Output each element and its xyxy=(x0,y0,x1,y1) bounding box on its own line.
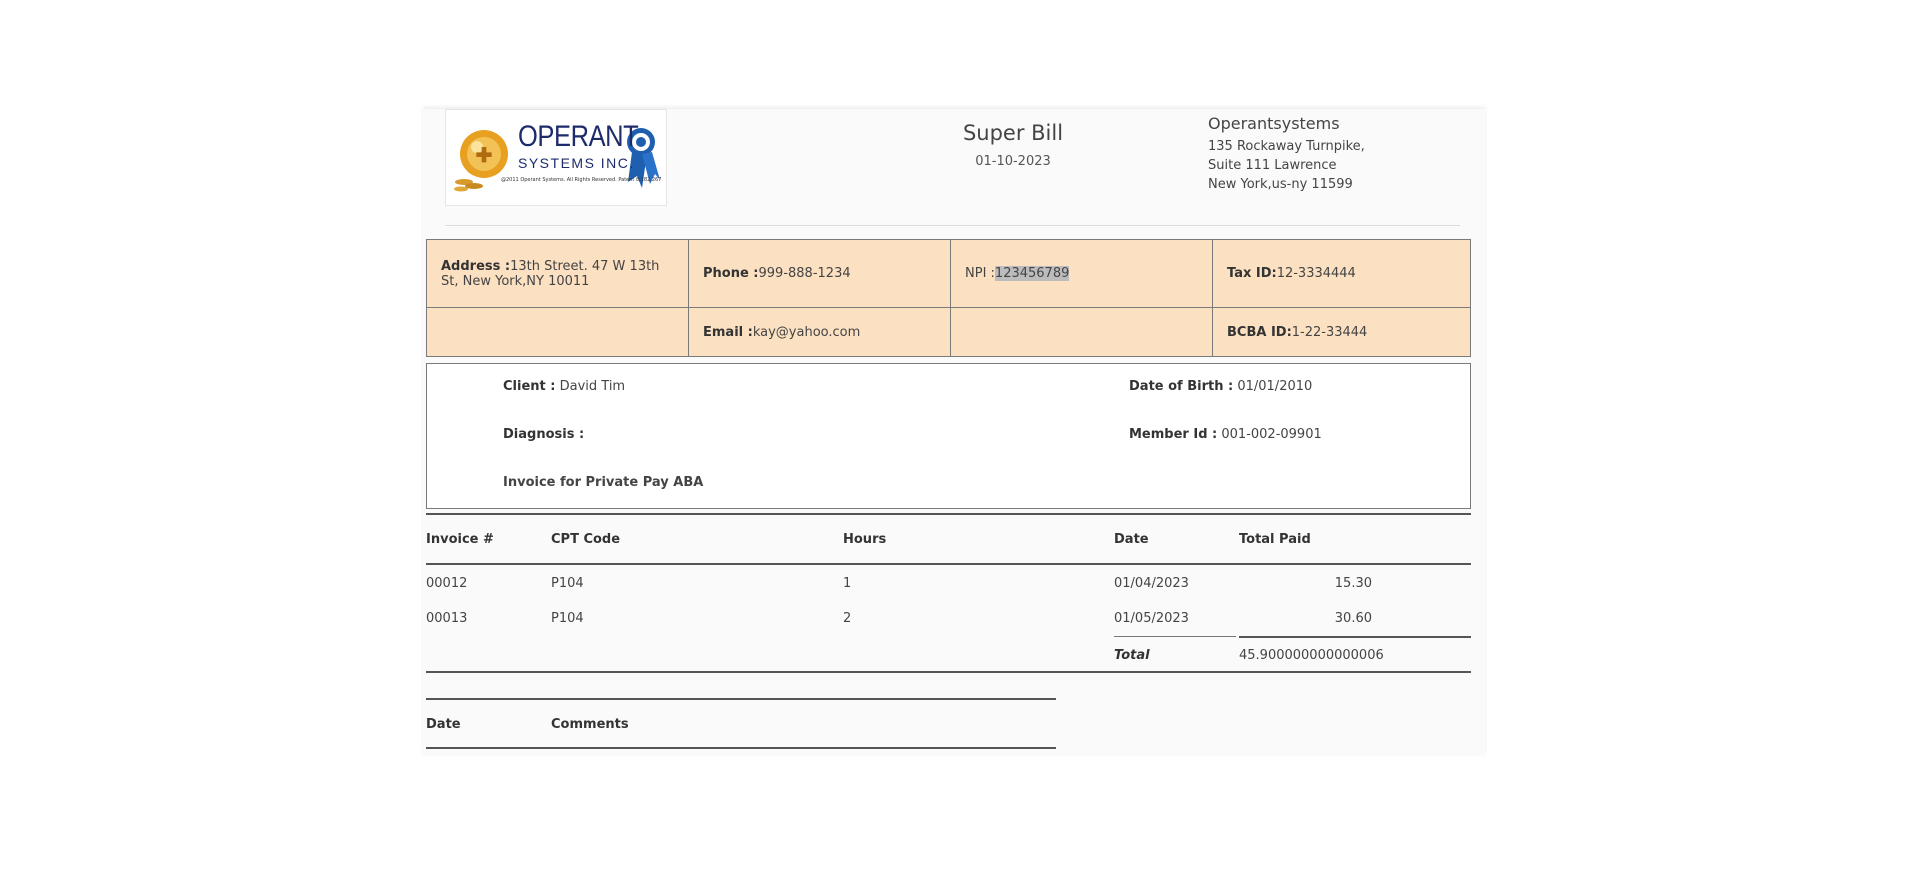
client-member-id: 001-002-09901 xyxy=(1221,427,1322,442)
client-name: David Tim xyxy=(559,379,626,394)
provider-email: kay@yahoo.com xyxy=(752,324,861,340)
empty-cell xyxy=(427,308,689,357)
col-invoice-number: Invoice # xyxy=(426,532,494,547)
col-date: Date xyxy=(1114,532,1149,547)
comments-top-rule xyxy=(426,698,1056,700)
page-title: Super Bill xyxy=(962,121,1064,145)
row-cpt-code: P104 xyxy=(551,576,584,591)
provider-address: 13th Street. 47 W 13th St, New York,NY 10011 xyxy=(441,258,660,289)
row-paid: 15.30 xyxy=(1334,576,1372,591)
col-comment-date: Date xyxy=(426,717,461,732)
company-name: Operantsystems xyxy=(1208,114,1340,133)
bill-date: 01-10-2023 xyxy=(975,154,1051,169)
client-dob: 01/01/2010 xyxy=(1237,379,1313,394)
company-address-block xyxy=(1208,114,1478,194)
total-value: 45.900000000000006 xyxy=(1239,648,1384,663)
client-dob-row: Date of Birth : 01/01/2010 xyxy=(1129,379,1313,394)
total-label: Total xyxy=(1114,648,1150,663)
invoice-header-rule xyxy=(426,563,1471,565)
provider-email-cell: Email :kay@yahoo.com xyxy=(689,308,951,357)
row-hours: 1 xyxy=(843,576,852,591)
provider-phone: 999-888-1234 xyxy=(758,266,851,281)
row-cpt-code: P104 xyxy=(551,611,584,626)
svg-text:✚: ✚ xyxy=(475,145,493,167)
paid-total-rule xyxy=(1239,636,1471,638)
provider-phone-cell: Phone :999-888-1234 xyxy=(689,240,951,308)
col-total-paid: Total Paid xyxy=(1239,532,1311,547)
empty-cell xyxy=(951,308,1213,357)
date-total-rule xyxy=(1114,636,1236,637)
provider-bcba: 1-22-33444 xyxy=(1291,324,1368,340)
row-date: 01/05/2023 xyxy=(1114,611,1189,626)
comments-bottom-rule xyxy=(426,747,1056,749)
col-comments: Comments xyxy=(551,717,629,732)
client-member-row: Member Id : 001-002-09901 xyxy=(1129,427,1322,442)
invoice-top-rule xyxy=(426,513,1471,515)
provider-npi: 123456789 xyxy=(994,266,1070,281)
header-divider xyxy=(445,225,1460,226)
row-paid: 30.60 xyxy=(1334,611,1372,626)
logo-brand: OPERANT xyxy=(518,120,639,153)
provider-address-cell: Address :13th Street. 47 W 13th St, New York,NY 10011 xyxy=(427,240,689,308)
logo-subtitle: SYSTEMS INC. xyxy=(518,155,635,171)
company-address-line2: Suite 111 Lawrence xyxy=(1208,158,1337,173)
provider-bcba-cell: BCBA ID:1-22-33444 xyxy=(1213,308,1471,357)
provider-taxid-cell: Tax ID:12-3334444 xyxy=(1213,240,1471,308)
client-diagnosis-row: Diagnosis : xyxy=(503,427,585,442)
company-address-line1: 135 Rockaway Turnpike, xyxy=(1208,139,1365,154)
logo-fine-print: @2011 Operant Systems. All Rights Reserved. Patent 8,182,267 xyxy=(501,177,662,183)
col-hours: Hours xyxy=(843,532,887,547)
row-date: 01/04/2023 xyxy=(1114,576,1189,591)
provider-info-table xyxy=(426,239,1471,357)
row-invoice-number: 00013 xyxy=(426,611,468,626)
client-name-row: Client : David Tim xyxy=(503,379,626,394)
company-logo xyxy=(445,109,667,206)
row-invoice-number: 00012 xyxy=(426,576,468,591)
bill-title-block xyxy=(873,121,1153,169)
client-info-box xyxy=(426,363,1471,509)
invoice-bottom-rule xyxy=(426,671,1471,673)
provider-npi-cell: NPI :123456789 xyxy=(951,240,1213,308)
row-hours: 2 xyxy=(843,611,852,626)
provider-taxid: 12-3334444 xyxy=(1276,266,1356,281)
invoice-title: Invoice for Private Pay ABA xyxy=(503,475,704,490)
super-bill-sheet xyxy=(423,109,1485,756)
company-address-line3: New York,us-ny 11599 xyxy=(1208,177,1353,192)
col-cpt-code: CPT Code xyxy=(551,532,621,547)
